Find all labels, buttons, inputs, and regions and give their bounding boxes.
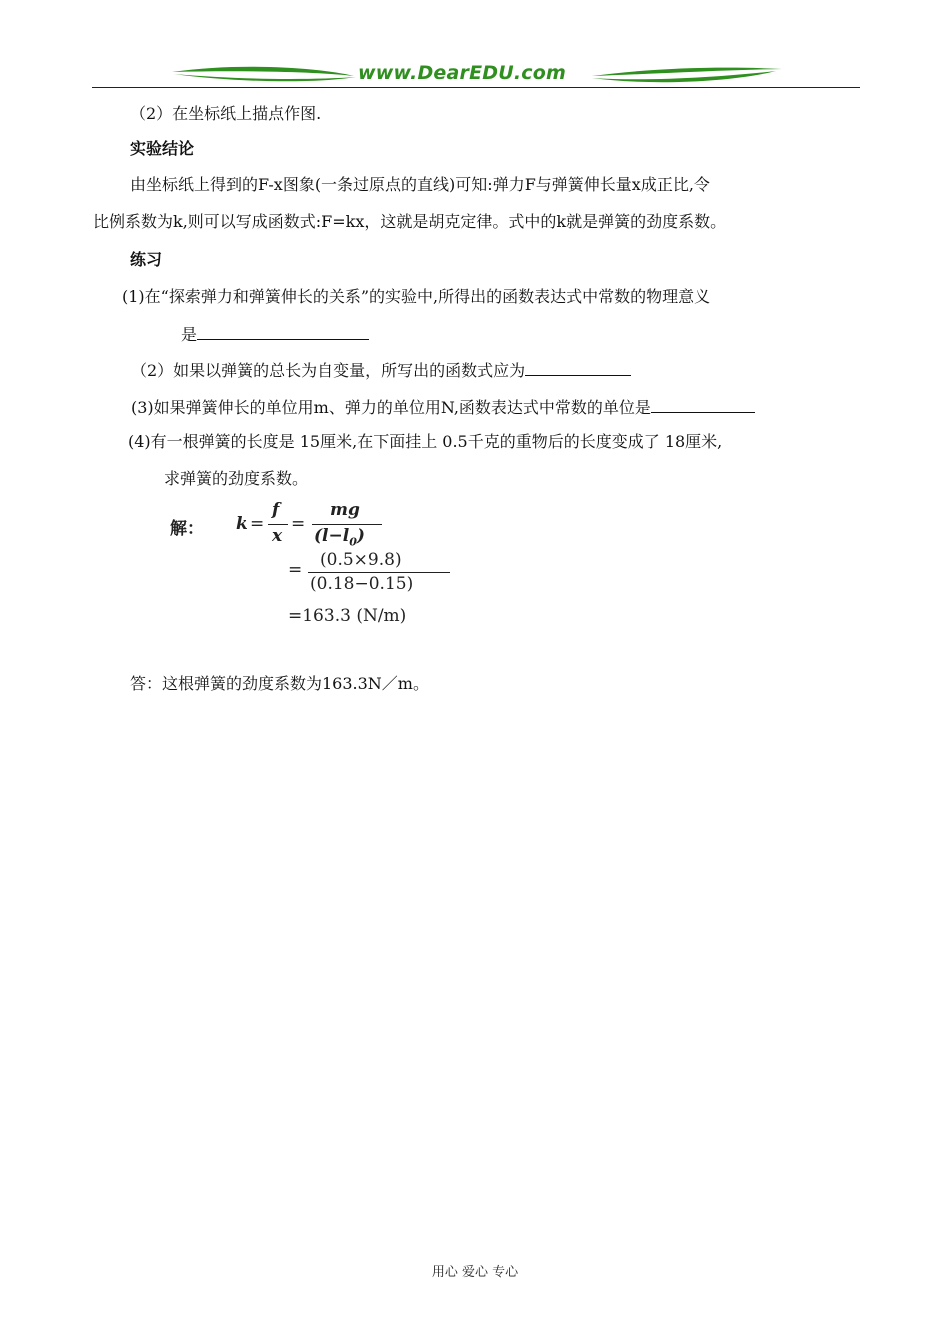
answer-blank-3 bbox=[651, 396, 755, 413]
formula-equals-1: = bbox=[250, 514, 265, 534]
conclusion-line-2: 比例系数为k,则可以写成函数式:F=kx，这就是胡克定律。式中的k就是弹簧的劲度系数。 bbox=[93, 212, 727, 231]
formula-mg: mg bbox=[330, 500, 360, 520]
page-footer: 用心 爱心 专心 bbox=[431, 1265, 519, 1280]
answer-blank-2 bbox=[525, 359, 631, 376]
question-3 bbox=[131, 396, 755, 418]
question-4-line-1: (4)有一根弹簧的长度是 15厘米,在下面挂上 0.5千克的重物后的长度变成了 18厘米, bbox=[128, 432, 723, 451]
question-1-line-1: (1)在“探索弹力和弹簧伸长的关系”的实验中,所得出的函数表达式中常数的物理意义 bbox=[122, 287, 711, 306]
fraction-bar-3 bbox=[308, 572, 450, 573]
solution-label: 解： bbox=[170, 519, 204, 539]
solution-formula bbox=[170, 498, 460, 630]
formula-equals-2: = bbox=[291, 514, 306, 534]
conclusion-heading: 实验结论 bbox=[130, 139, 195, 158]
formula-numerator-2: (0.5×9.8) bbox=[320, 550, 402, 570]
brand-logo-text: www.DearEDU.com bbox=[358, 62, 567, 84]
formula-x: x bbox=[272, 526, 283, 546]
question-1-prefix: 是 bbox=[181, 325, 198, 344]
answer-blank-1 bbox=[197, 323, 369, 340]
formula-l-minus-l0: $(l-l_0)$ bbox=[314, 526, 365, 549]
question-4-line-2: 求弹簧的劲度系数。 bbox=[164, 469, 309, 488]
formula-f: f bbox=[272, 500, 280, 520]
fraction-bar-2 bbox=[312, 524, 382, 525]
question-3-text: (3)如果弹簧伸长的单位用m、弹力的单位用N,函数表达式中常数的单位是 bbox=[131, 398, 651, 417]
formula-result: =163.3 (N/m) bbox=[288, 606, 407, 626]
fraction-bar-1 bbox=[268, 524, 288, 525]
formula-equals-3: = bbox=[288, 560, 303, 580]
formula-k: k bbox=[236, 514, 248, 534]
header-rule bbox=[92, 87, 860, 88]
question-1-line-2 bbox=[181, 323, 369, 345]
formula-denominator-2: (0.18−0.15) bbox=[310, 574, 414, 594]
practice-heading: 练习 bbox=[130, 250, 163, 269]
question-2-text: （2）如果以弹簧的总长为自变量，所写出的函数式应为 bbox=[131, 361, 526, 380]
conclusion-line-1: 由坐标纸上得到的F-x图象(一条过原点的直线)可知:弹力F与弹簧伸长量x成正比,令 bbox=[130, 175, 710, 194]
answer-text: 答：这根弹簧的劲度系数为163.3N／m。 bbox=[130, 674, 429, 693]
question-2 bbox=[131, 359, 631, 381]
step-2-text: （2）在坐标纸上描点作图. bbox=[130, 104, 322, 123]
